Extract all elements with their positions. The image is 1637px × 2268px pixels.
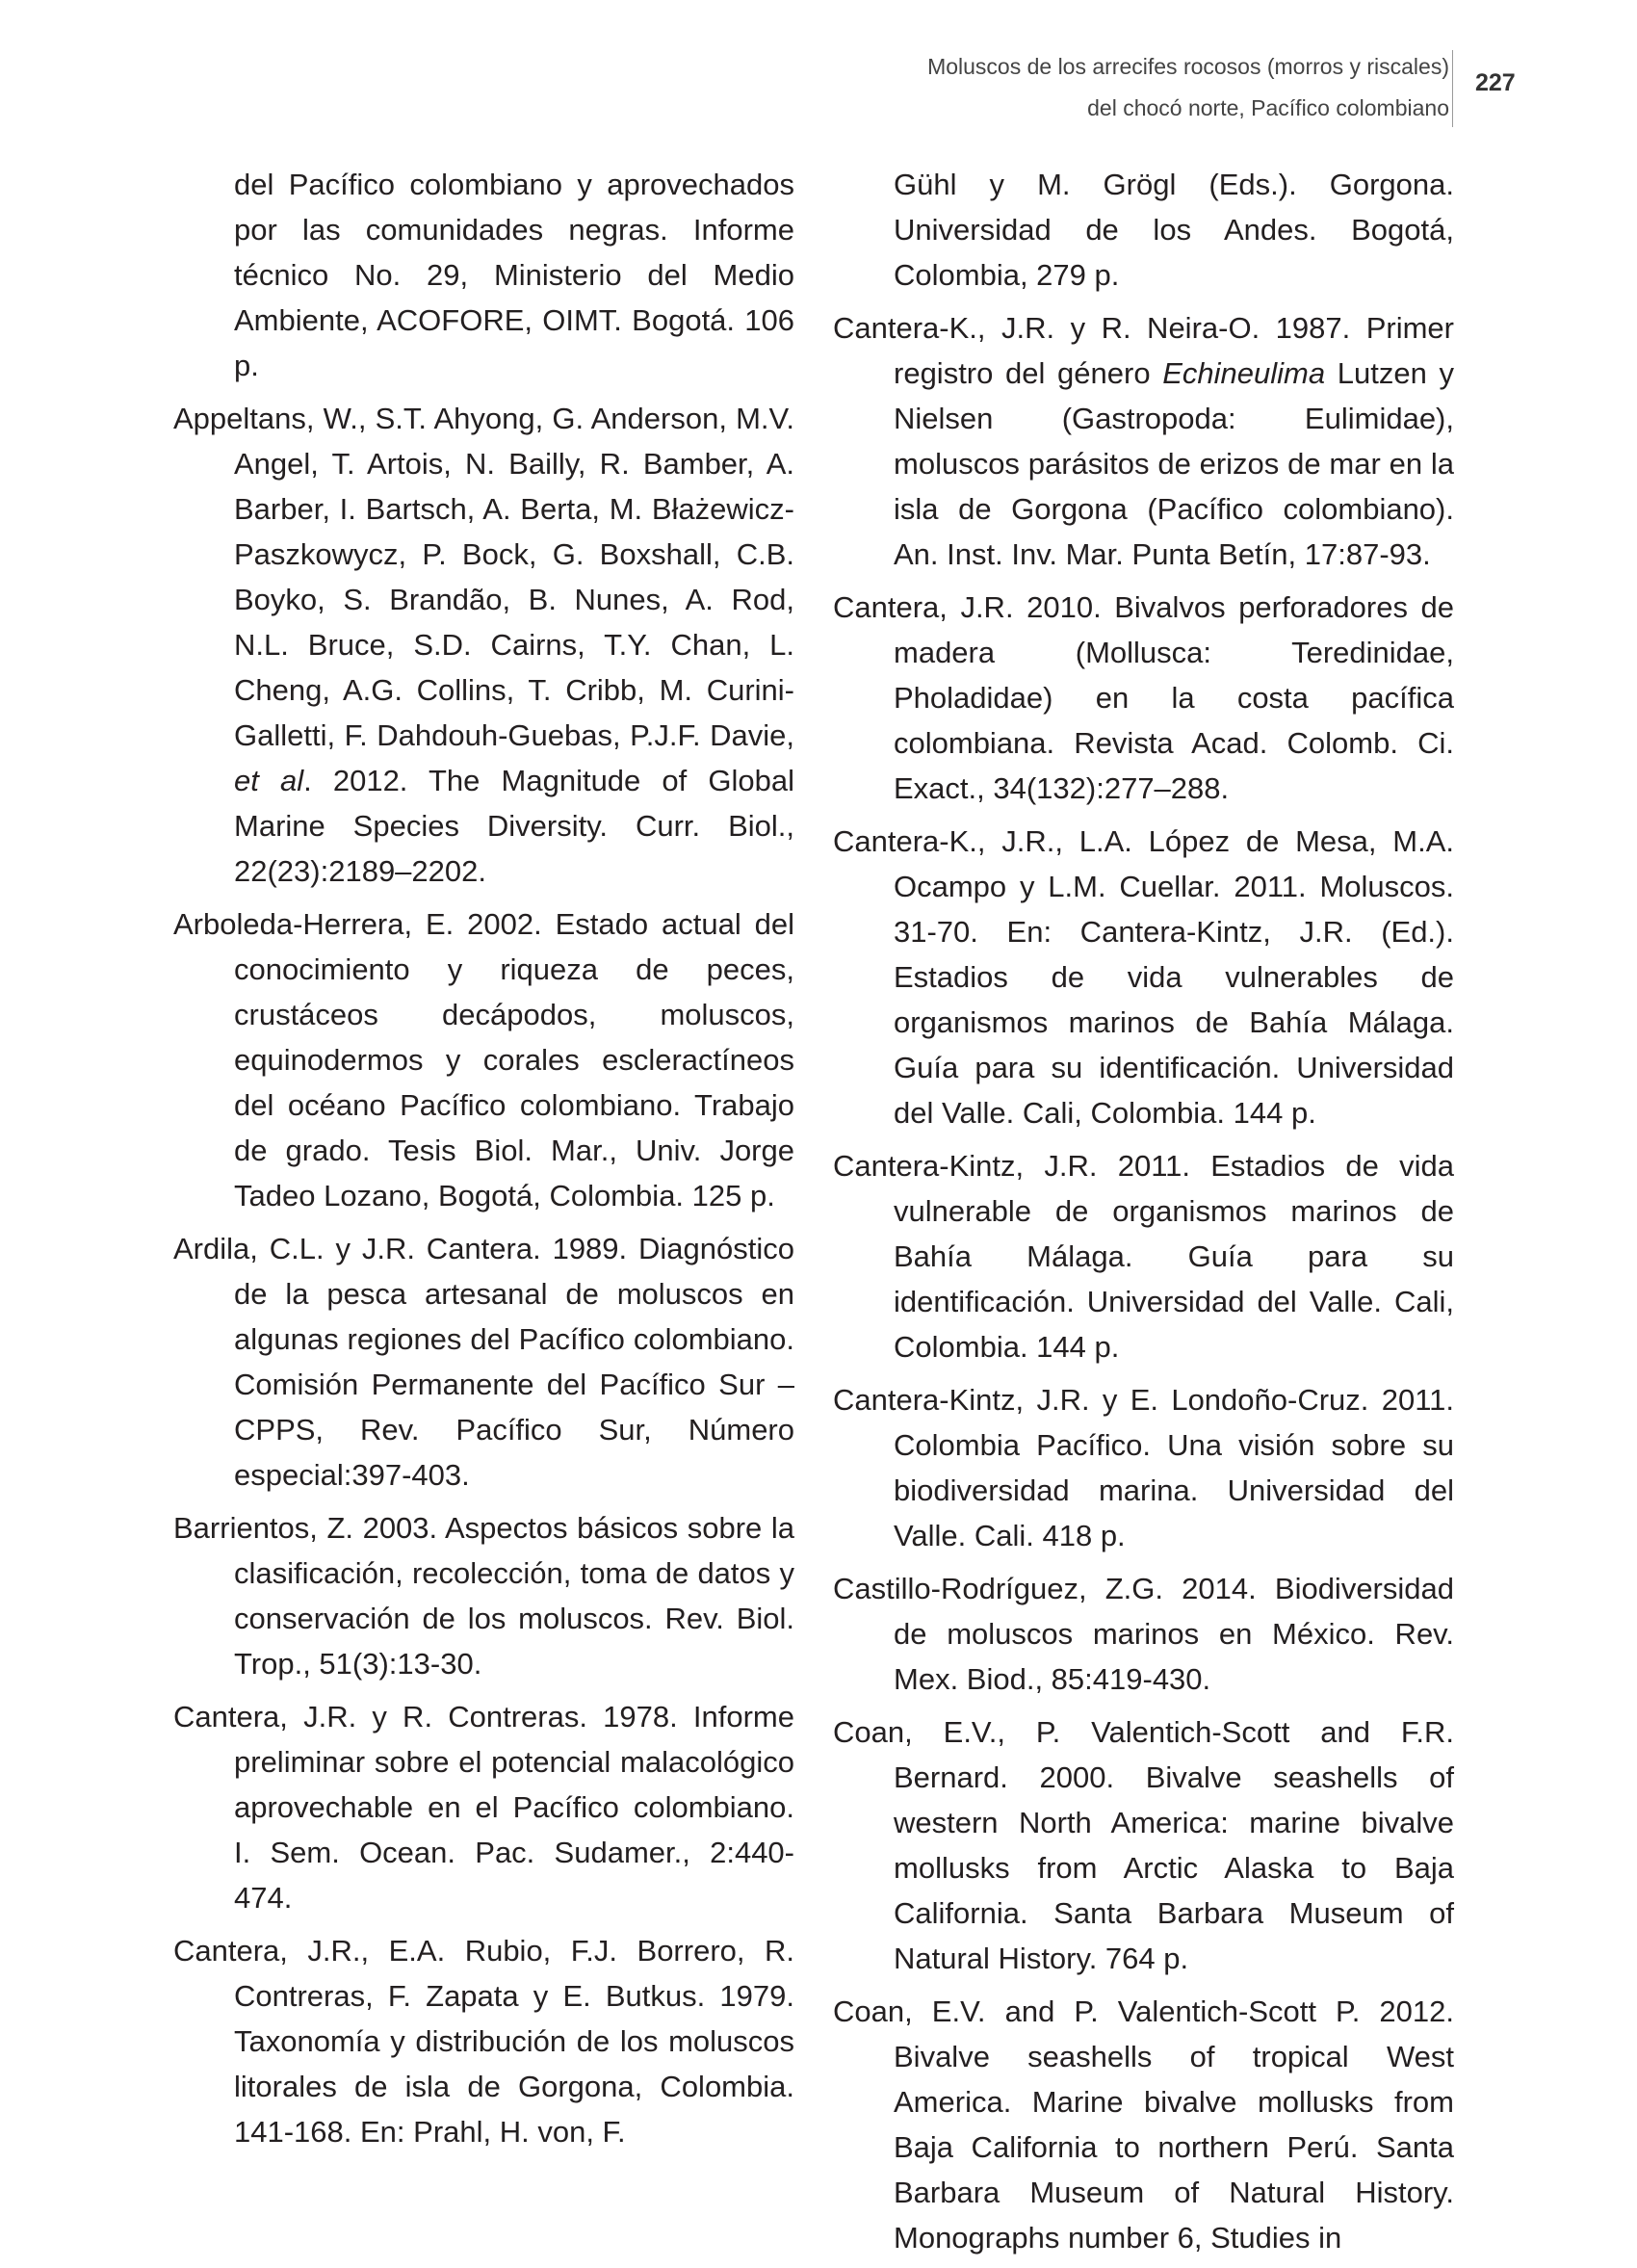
- running-header-subtitle: del chocó norte, Pacífico colombiano: [1087, 95, 1449, 120]
- reference-entry: Ardila, C.L. y J.R. Cantera. 1989. Diagnóstico de la pesca artesanal de moluscos en algunas regiones del Pacífico colombiano. Comisión Permanente del Pacífico Sur –CPPS, Rev. Pacífico Sur, Número especial:397-403.: [173, 1232, 794, 1492]
- reference-entry: Cantera-Kintz, J.R. 2011. Estadios de vida vulnerable de organismos marinos de Bahía Málaga. Guía para su identificación. Universidad del Valle. Cali, Colombia. 144 p.: [833, 1149, 1454, 1364]
- reference-entry: Castillo-Rodríguez, Z.G. 2014. Biodiversidad de moluscos marinos en México. Rev. Mex. Biod., 85:419-430.: [833, 1572, 1454, 1696]
- left-column: [173, 162, 794, 2162]
- reference-entry: Arboleda-Herrera, E. 2002. Estado actual del conocimiento y riqueza de peces, crustáceos decápodos, moluscos, equinodermos y corales escleractíneos del océano Pacífico colombiano. Trabajo de grado. Tesis Biol. Mar., Univ. Jorge Tadeo Lozano, Bogotá, Colombia. 125 p.: [173, 907, 794, 1212]
- reference-entry: Cantera-Kintz, J.R. y E. Londoño-Cruz. 2011. Colombia Pacífico. Una visión sobre su biodiversidad marina. Universidad del Valle. Cali. 418 p.: [833, 1383, 1454, 1552]
- reference-entry: Coan, E.V., P. Valentich-Scott and F.R. Bernard. 2000. Bivalve seashells of western North America: marine bivalve mollusks from Arctic Alaska to Baja California. Santa Barbara Museum of Natural History. 764 p.: [833, 1715, 1454, 1975]
- reference-entry-continued: del Pacífico colombiano y aprovechados por las comunidades negras. Informe técnico No. 29, Ministerio del Medio Ambiente, ACOFORE, OIMT. Bogotá. 106 p.: [234, 168, 794, 382]
- reference-entry: Appeltans, W., S.T. Ahyong, G. Anderson, M.V. Angel, T. Artois, N. Bailly, R. Bamber, A. Barber, I. Bartsch, A. Berta, M. Błażewicz-Paszkowycz, P. Bock, G. Boxshall, C.B. Boyko, S. Brandão, B. Nunes, A. Rod, N.L. Bruce, S.D. Cairns, T.Y. Chan, L. Cheng, A.G. Collins, T. Cribb, M. Curini-Galletti, F. Dahdouh-Guebas, P.J.F. Davie, et al. 2012. The Magnitude of Global Marine Species Diversity. Curr. Biol., 22(23):2189–2202.: [173, 402, 794, 888]
- running-header-title: Moluscos de los arrecifes rocosos (morros y riscales): [927, 54, 1449, 79]
- reference-entry: Coan, E.V. and P. Valentich-Scott P. 2012. Bivalve seashells of tropical West America. Marine bivalve mollusks from Baja California to northern Perú. Santa Barbara Museum of Natural History. Monographs number 6, Studies in: [833, 1994, 1454, 2255]
- page-number: 227: [1475, 69, 1516, 96]
- reference-entry-continued: Gühl y M. Grögl (Eds.). Gorgona. Universidad de los Andes. Bogotá, Colombia, 279 p.: [894, 168, 1454, 292]
- reference-entry: Cantera, J.R., E.A. Rubio, F.J. Borrero, R. Contreras, F. Zapata y E. Butkus. 1979. Taxonomía y distribución de los moluscos litorales de isla de Gorgona, Colombia. 141-168. En: Prahl, H. von, F.: [173, 1934, 794, 2149]
- right-column: [833, 162, 1454, 2268]
- reference-entry: Cantera-K., J.R., L.A. López de Mesa, M.A. Ocampo y L.M. Cuellar. 2011. Moluscos. 31-70. En: Cantera-Kintz, J.R. (Ed.). Estadios de vida vulnerables de organismos marinos de Bahía Málaga. Guía para su identificación. Universidad del Valle. Cali, Colombia. 144 p.: [833, 824, 1454, 1130]
- reference-entry: Cantera-K., J.R. y R. Neira-O. 1987. Primer registro del género Echineulima Lutzen y Nielsen (Gastropoda: Eulimidae), moluscos parásitos de erizos de mar en la isla de Gorgona (Pacífico colombiano). An. Inst. Inv. Mar. Punta Betín, 17:87-93.: [833, 311, 1454, 571]
- reference-entry: Barrientos, Z. 2003. Aspectos básicos sobre la clasificación, recolección, toma de datos y conservación de los moluscos. Rev. Biol. Trop., 51(3):13-30.: [173, 1511, 794, 1681]
- running-header: [679, 46, 1449, 129]
- reference-entry: Cantera, J.R. 2010. Bivalvos perforadores de madera (Mollusca: Teredinidae, Pholadidae) en la costa pacífica colombiana. Revista Acad. Colomb. Ci. Exact., 34(132):277–288.: [833, 590, 1454, 805]
- reference-entry: Cantera, J.R. y R. Contreras. 1978. Informe preliminar sobre el potencial malacológico aprovechable en el Pacífico colombiano. I. Sem. Ocean. Pac. Sudamer., 2:440-474.: [173, 1700, 794, 1915]
- header-divider: [1452, 50, 1453, 127]
